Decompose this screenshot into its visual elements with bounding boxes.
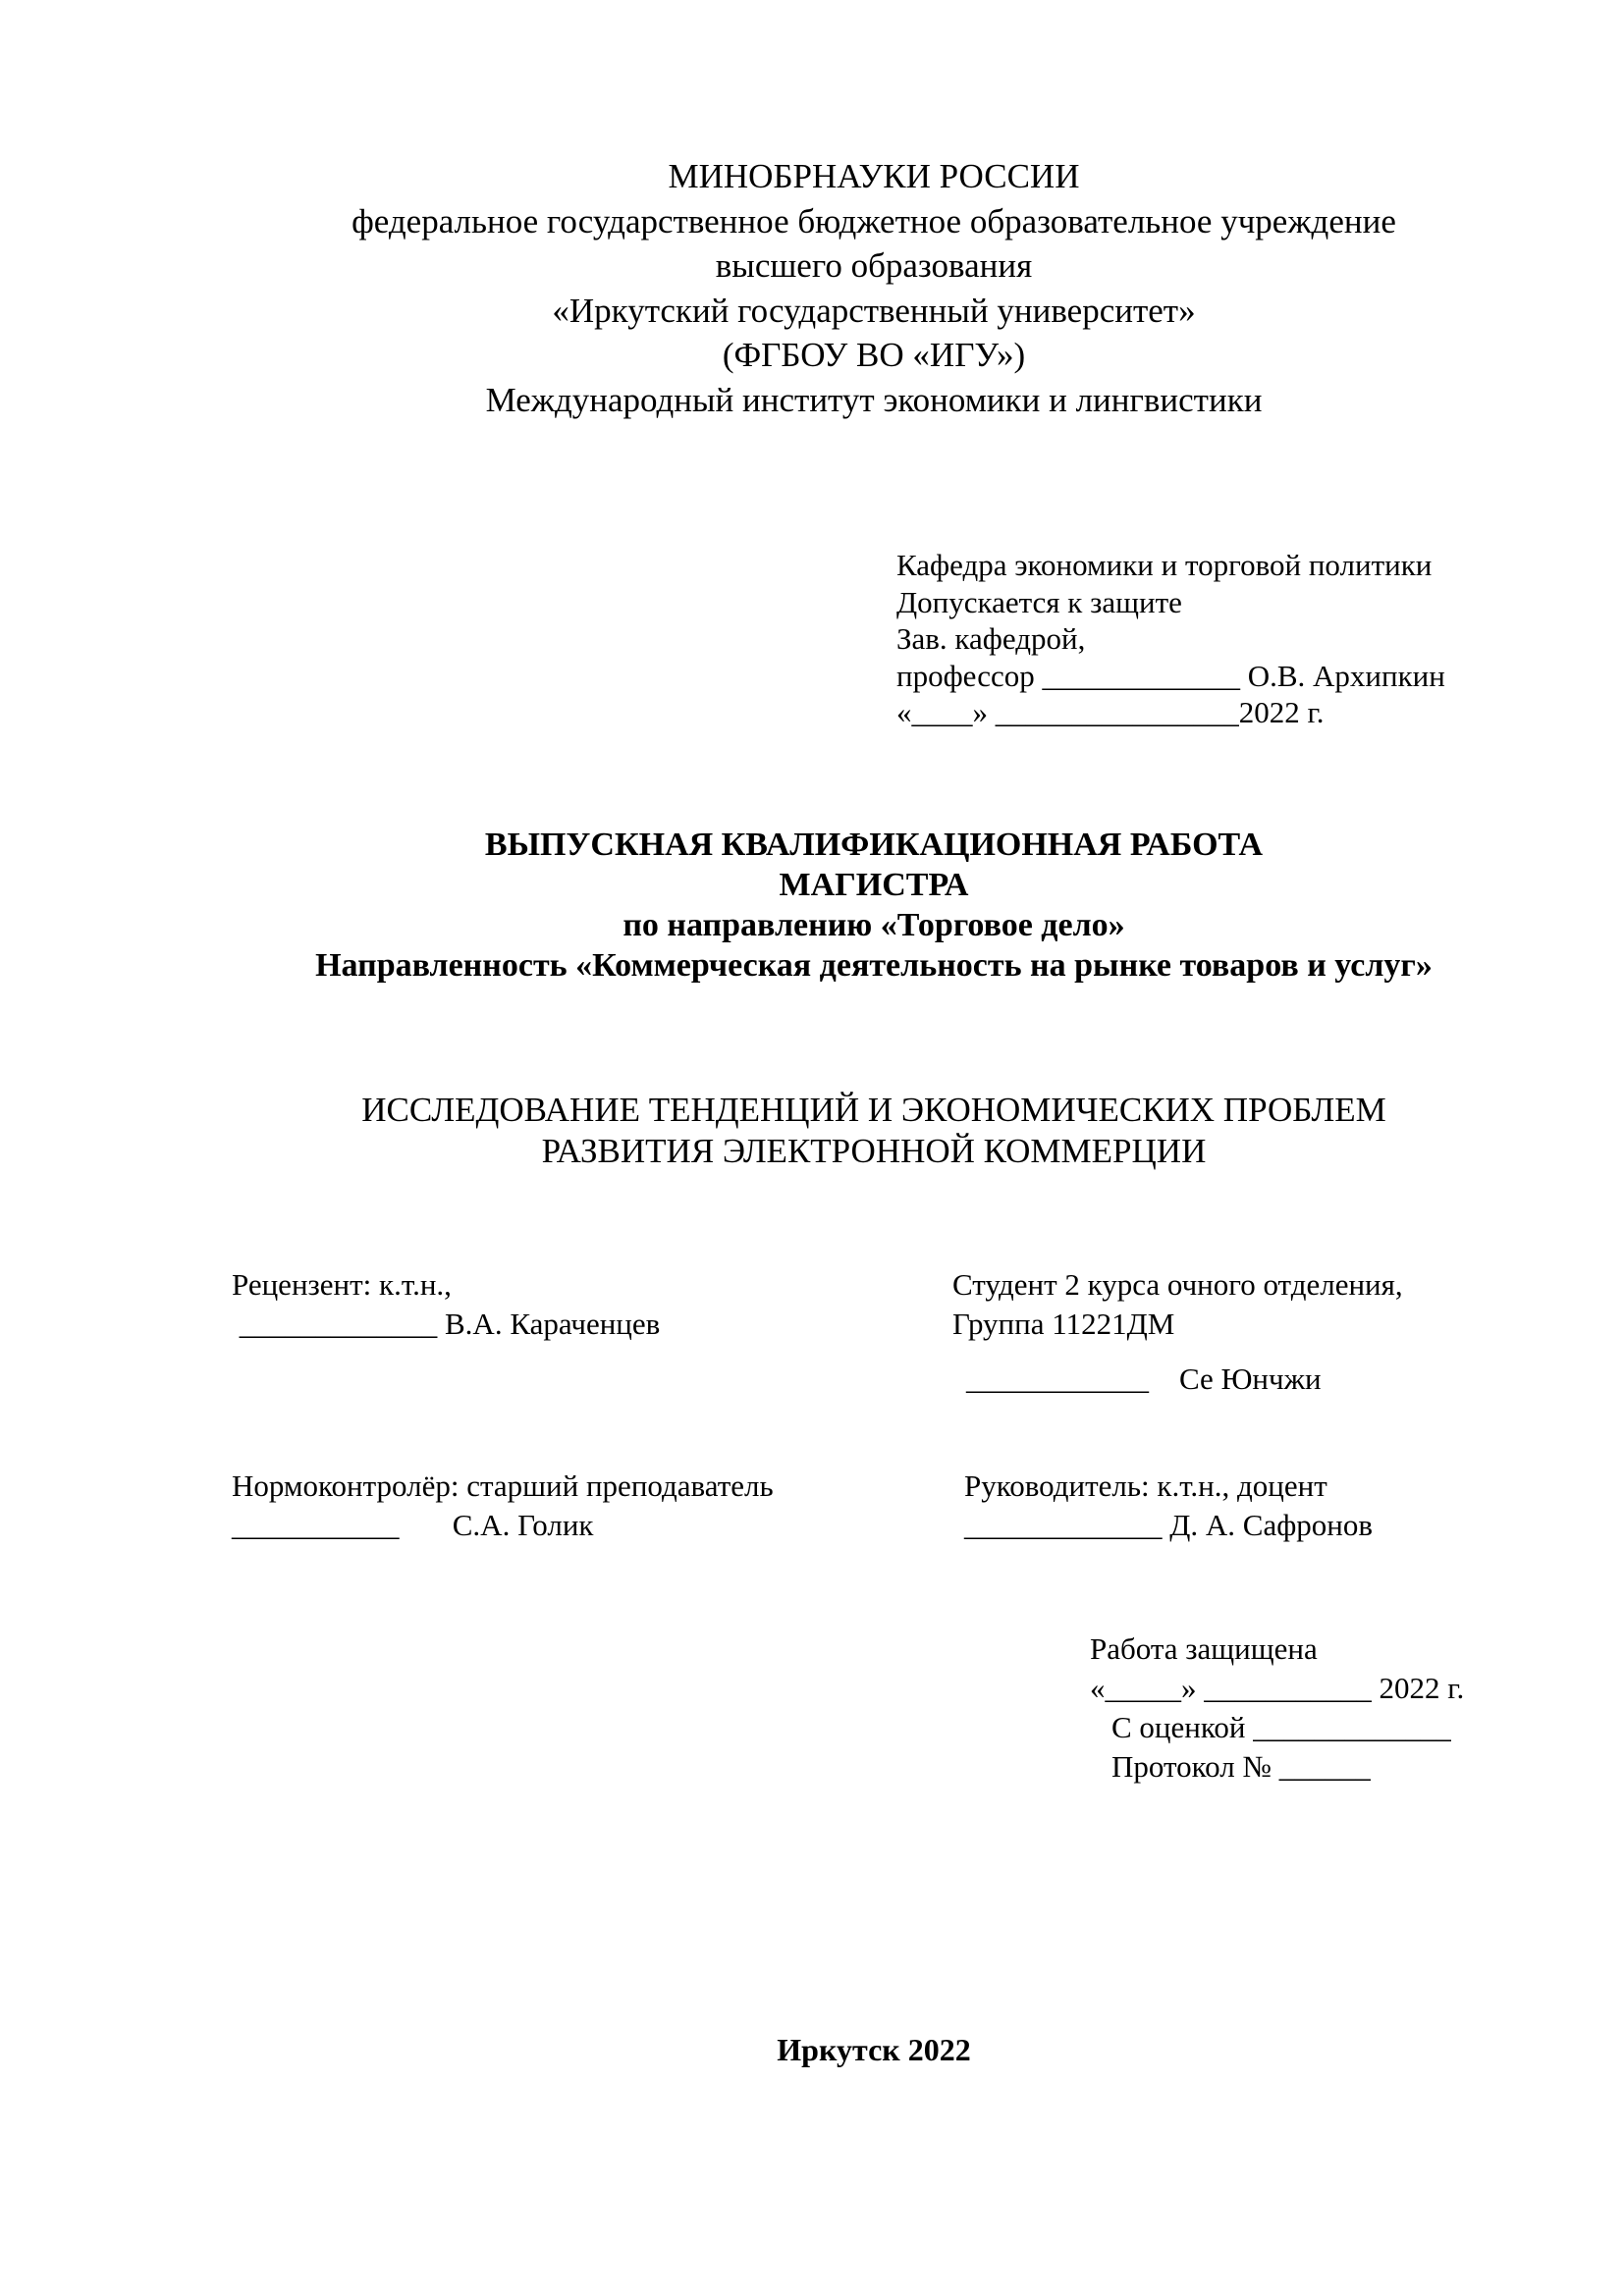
- department-admission-block: [896, 547, 1445, 731]
- student-group: Группа 11221ДМ: [952, 1307, 1175, 1341]
- work-type-block: [0, 825, 1624, 986]
- head-signature-line: профессор _____________ О.В. Архипкин: [896, 658, 1445, 693]
- supervisor-signature-line: _____________ Д. А. Сафронов: [964, 1508, 1374, 1542]
- supervisor-block: [964, 1467, 1373, 1545]
- admission-date-line: «____» ________________2022 г.: [896, 695, 1325, 729]
- study-direction: по направлению «Торговое дело»: [623, 907, 1125, 943]
- defense-grade-line: С оценкой _____________: [1111, 1710, 1451, 1744]
- normcontrol-signature-line: ___________ С.А. Голик: [232, 1508, 594, 1542]
- defense-block: [1090, 1629, 1464, 1787]
- education-level: высшего образования: [715, 246, 1033, 285]
- topic-line-1: ИССЛЕДОВАНИЕ ТЕНДЕНЦИЙ И ЭКОНОМИЧЕСКИХ ПРОБЛЕМ: [361, 1091, 1386, 1129]
- topic-line-2: РАЗВИТИЯ ЭЛЕКТРОННОЙ КОММЕРЦИИ: [541, 1132, 1207, 1170]
- study-focus: Направленность «Коммерческая деятельность на рынке товаров и услуг»: [315, 947, 1433, 984]
- normcontrol-label: Нормоконтролёр: старший преподаватель: [232, 1468, 774, 1503]
- defense-status: Работа защищена: [1090, 1631, 1318, 1666]
- title-page-header: [0, 154, 1624, 422]
- thesis-topic: [0, 1090, 1624, 1172]
- university-short-name: (ФГБОУ ВО «ИГУ»): [722, 336, 1026, 374]
- city-year: Иркутск 2022: [777, 2032, 971, 2067]
- student-signature-line: ____________ Се Юнчжи: [966, 1362, 1322, 1396]
- normcontrol-block: [232, 1467, 774, 1545]
- university-name: «Иркутский государственный университет»: [552, 291, 1196, 330]
- work-type-line-1: ВЫПУСКНАЯ КВАЛИФИКАЦИОННАЯ РАБОТА: [484, 827, 1264, 863]
- department-name: Кафедра экономики и торговой политики: [896, 548, 1433, 582]
- institute-name: Международный институт экономики и лингвистики: [485, 380, 1263, 419]
- work-type-line-2: МАГИСТРА: [779, 867, 969, 903]
- student-block: [952, 1265, 1403, 1344]
- reviewer-signature-line: _____________ В.А. Караченцев: [232, 1307, 661, 1341]
- admission-text: Допускается к защите: [896, 584, 1182, 619]
- student-label: Студент 2 курса очного отделения,: [952, 1267, 1403, 1302]
- head-title: Зав. кафедрой,: [896, 621, 1086, 656]
- institution-type: федеральное государственное бюджетное образовательное учреждение: [352, 201, 1396, 240]
- defense-date-line: «_____» ___________ 2022 г.: [1090, 1671, 1465, 1705]
- reviewer-label: Рецензент: к.т.н.,: [232, 1267, 452, 1302]
- supervisor-label: Руководитель: к.т.н., доцент: [964, 1468, 1327, 1503]
- ministry-name: МИНОБРНАУКИ РОССИИ: [668, 157, 1080, 195]
- defense-protocol-line: Протокол № ______: [1111, 1749, 1371, 1784]
- reviewer-block: [232, 1265, 660, 1344]
